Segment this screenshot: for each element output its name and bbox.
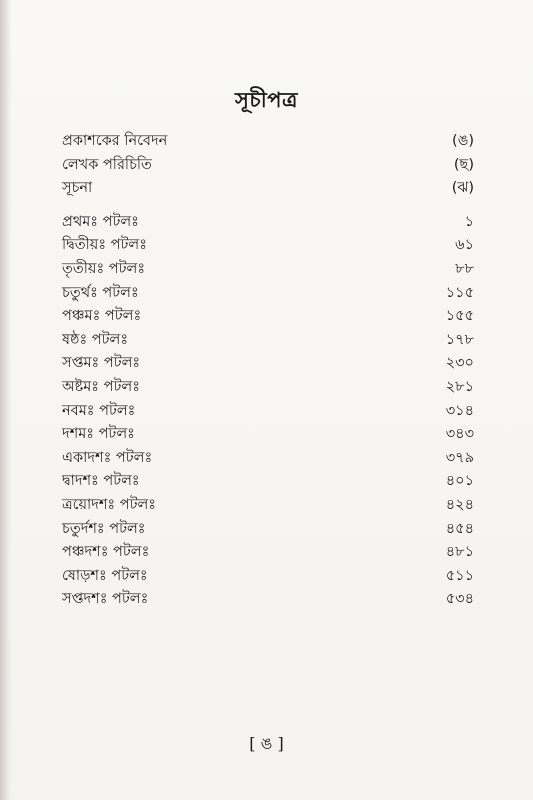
toc-row xyxy=(62,423,474,447)
toc-row xyxy=(62,447,474,471)
toc-row xyxy=(62,470,474,494)
toc-entry-page: ৪০১ xyxy=(445,473,474,490)
toc-entry-label: প্রথমঃ পটলঃ xyxy=(62,213,139,230)
toc-entry-label: নবমঃ পটলঃ xyxy=(62,402,136,419)
toc-entry-label: পঞ্চমঃ পটলঃ xyxy=(62,308,142,325)
toc-entry-label: সূচনা xyxy=(62,180,93,197)
page-binding-edge xyxy=(0,0,12,800)
toc-entry-label: লেখক পরিচিতি xyxy=(62,156,152,173)
toc-entry-page: ৫১১ xyxy=(445,567,474,584)
toc-row xyxy=(62,565,474,589)
toc-row xyxy=(62,305,474,329)
toc-row xyxy=(62,154,474,178)
toc-entry-page: ৩১৪ xyxy=(445,402,474,419)
toc-entry-page: ১১৫ xyxy=(445,284,474,301)
toc-row xyxy=(62,211,474,235)
toc-row xyxy=(62,400,474,424)
toc-entry-page: ২৮১ xyxy=(445,378,474,395)
toc-entry-label: পঞ্চদশঃ পটলঃ xyxy=(62,544,150,561)
toc-row xyxy=(62,588,474,612)
toc-entry-page: ৩৭৯ xyxy=(445,449,474,466)
toc-entry-page: ৮৮ xyxy=(455,260,474,277)
toc-row xyxy=(62,494,474,518)
toc-entry-page: ১৫৫ xyxy=(445,308,474,325)
toc-row xyxy=(62,329,474,353)
toc-entry-page: ৫৩৪ xyxy=(445,591,474,608)
toc-entry-label: ত্রয়োদশঃ পটলঃ xyxy=(62,496,157,513)
toc-row xyxy=(62,177,474,201)
toc-entry-page: ৪৮১ xyxy=(445,544,474,561)
section-gap xyxy=(62,201,474,211)
toc-entry-label: ষোড়শঃ পটলঃ xyxy=(62,567,148,584)
toc-entry-label: তৃতীয়ঃ পটলঃ xyxy=(62,260,146,277)
toc-entry-page: (ঙ) xyxy=(452,133,474,149)
toc-row xyxy=(62,130,474,154)
toc-entry-label: ষষ্ঠঃ পটলঃ xyxy=(62,331,129,348)
toc-entry-page: ৬১ xyxy=(455,237,474,254)
toc-row xyxy=(62,234,474,258)
toc-entry-label: অষ্টমঃ পটলঃ xyxy=(62,378,140,395)
page-number: [ ঙ ] xyxy=(249,734,284,753)
toc-entry-page: (ছ) xyxy=(453,156,474,173)
toc-entry-label: দশমঃ পটলঃ xyxy=(62,426,135,443)
toc-entry-label: একাদশঃ পটলঃ xyxy=(62,449,153,466)
toc-entry-page: ১৭৮ xyxy=(445,331,474,348)
toc-entry-page: ২৩০ xyxy=(445,355,474,372)
toc-entry-label: চতুর্দশঃ পটলঃ xyxy=(62,520,146,537)
toc-entry-page: (ঝ) xyxy=(451,180,474,197)
toc-entry-label: চতুর্থঃ পটলঃ xyxy=(62,284,139,301)
table-of-contents xyxy=(62,130,474,612)
toc-entry-page: ৩৪৩ xyxy=(445,426,474,443)
toc-row xyxy=(62,258,474,282)
toc-row xyxy=(62,518,474,542)
toc-entry-page: ৪৫৪ xyxy=(445,520,474,537)
toc-row xyxy=(62,541,474,565)
toc-entry-label: প্রকাশকের নিবেদন xyxy=(62,133,168,149)
toc-row xyxy=(62,352,474,376)
page-title: সূচীপত্র xyxy=(235,87,298,112)
toc-entry-label: দ্বাদশঃ পটলঃ xyxy=(62,473,140,490)
toc-entry-page: ১ xyxy=(464,213,474,230)
toc-entry-label: সপ্তদশঃ পটলঃ xyxy=(62,591,149,608)
toc-entry-label: দ্বিতীয়ঃ পটলঃ xyxy=(62,237,147,254)
toc-row xyxy=(62,282,474,306)
toc-row xyxy=(62,376,474,400)
toc-entry-label: সপ্তমঃ পটলঃ xyxy=(62,355,141,372)
toc-entry-page: ৪২৪ xyxy=(445,496,474,513)
